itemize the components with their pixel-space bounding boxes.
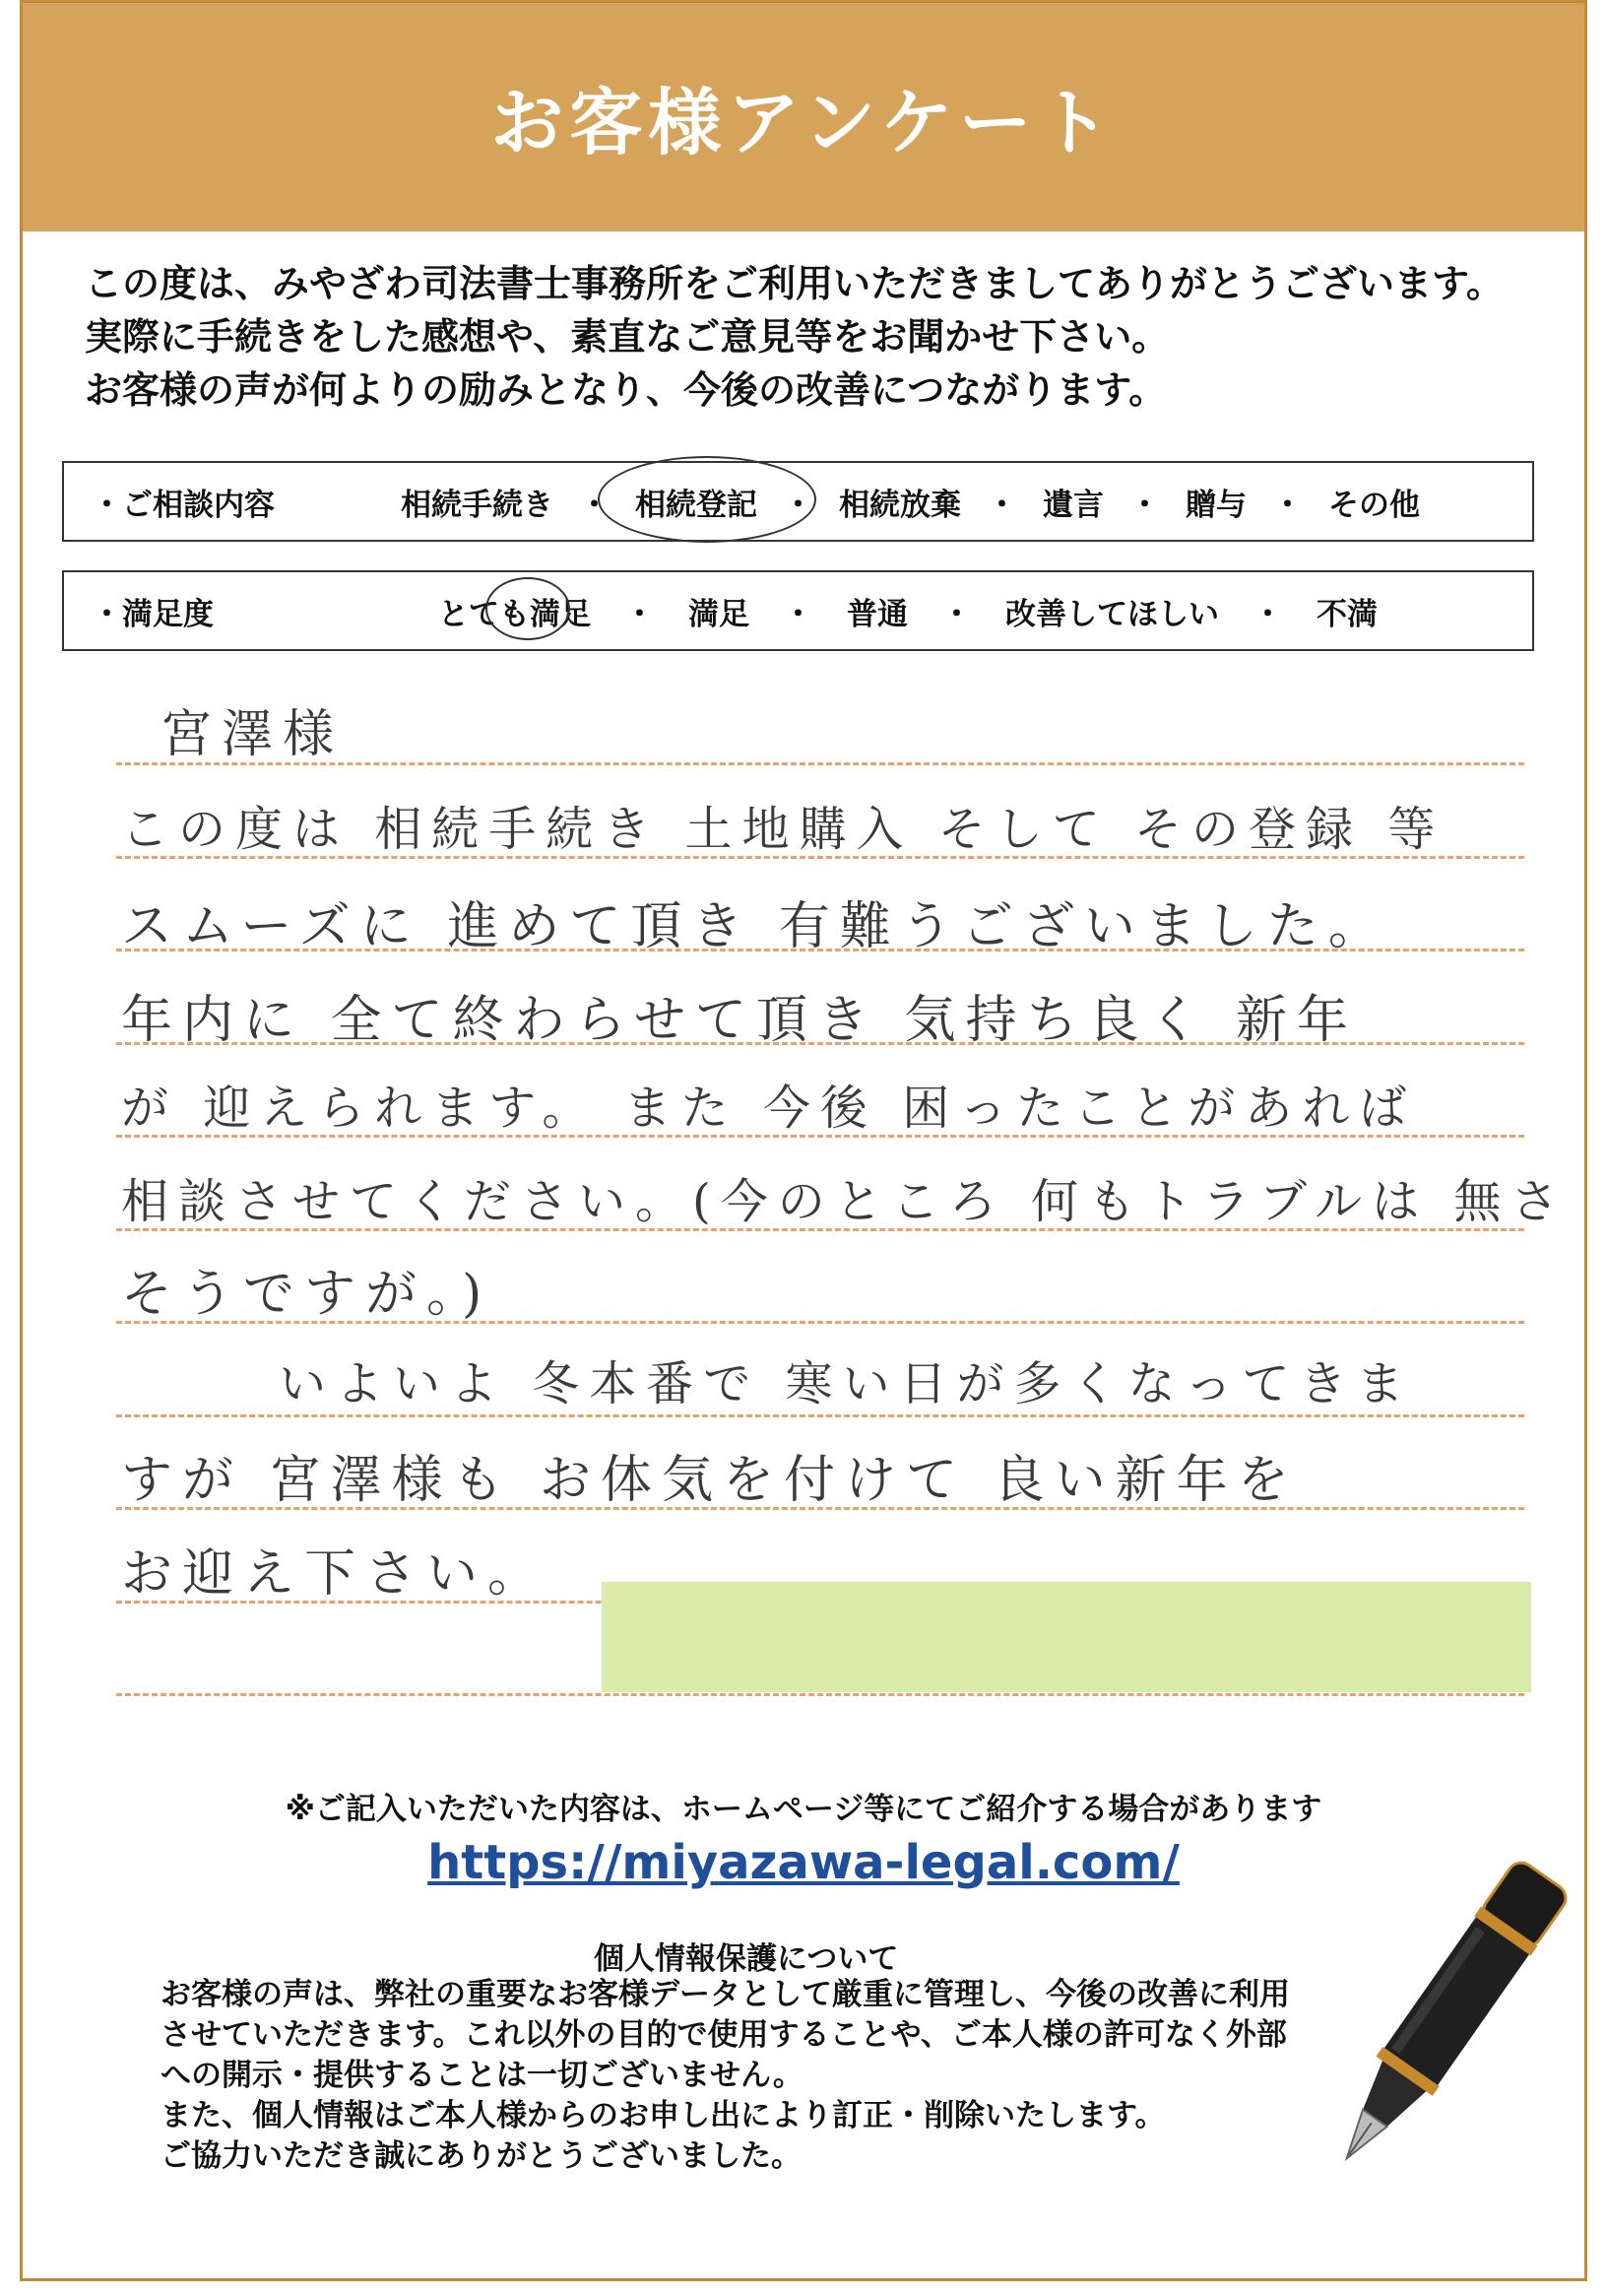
- consultation-options: [401, 480, 1420, 524]
- option-normal[interactable]: 普通: [847, 596, 908, 632]
- separator: ・: [1129, 487, 1160, 523]
- privacy-line: させていただきます。これ以外の目的で使用することや、ご本人様の許可なく外部: [161, 2017, 1287, 2053]
- handwritten-line: スムーズに 進めて頂き 有難うございました。: [121, 897, 1389, 956]
- handwritten-line: お迎え下さい。: [121, 1544, 549, 1604]
- ruled-line: [116, 1693, 1524, 1696]
- handwritten-line: そうですが。): [121, 1265, 492, 1324]
- intro-line: この度は、みやざわ司法書士事務所をご利用いただきましてありがとうございます。: [85, 262, 1504, 305]
- consultation-type-box: [62, 461, 1534, 542]
- privacy-text: [161, 1975, 1362, 2177]
- separator: ・: [1272, 487, 1303, 523]
- website-link[interactable]: https://miyazawa-legal.com/: [427, 1835, 1180, 1890]
- separator: ・: [783, 487, 813, 523]
- privacy-line: また、個人情報はご本人様からのお申し出により訂正・削除いたします。: [161, 2098, 1166, 2133]
- option-dissatisfied[interactable]: 不満: [1317, 596, 1378, 632]
- option-inheritance-registration[interactable]: [635, 480, 757, 524]
- option-other[interactable]: その他: [1328, 487, 1420, 523]
- option-inheritance-procedure[interactable]: 相続手続き: [401, 487, 553, 523]
- privacy-line: お客様の声は、弊社の重要なお客様データとして厳重に管理し、今後の改善に利用: [161, 1977, 1290, 2012]
- intro-text: [85, 257, 1542, 417]
- intro-line: お客様の声が何よりの励みとなり、今後の改善につながります。: [85, 368, 1167, 412]
- privacy-title: 個人情報保護について: [594, 1941, 899, 1977]
- option-satisfied[interactable]: 満足: [688, 596, 749, 632]
- privacy-line: への開示・提供することは一切ございません。: [161, 2058, 804, 2093]
- option-inheritance-renunciation[interactable]: 相続放棄: [839, 487, 961, 523]
- redaction-box: [602, 1582, 1531, 1692]
- separator: ・: [579, 487, 610, 523]
- separator: ・: [987, 487, 1017, 523]
- handwritten-line: この度は 相続手続き 土地購入 そして その登録 等: [121, 802, 1446, 857]
- handwritten-line: いよいよ 冬本番で 寒い日が多くなってきま: [279, 1356, 1414, 1411]
- separator: ・: [941, 596, 972, 632]
- option-inheritance-registration-label: 相続登記: [635, 487, 757, 523]
- option-very-satisfied[interactable]: [438, 589, 591, 633]
- separator: ・: [1253, 596, 1283, 632]
- option-gift[interactable]: 贈与: [1186, 487, 1247, 523]
- handwritten-line: 宮澤様: [161, 705, 345, 764]
- satisfaction-box: [62, 570, 1534, 651]
- satisfaction-options: [438, 589, 1378, 633]
- fountain-pen-icon: [1303, 1855, 1588, 2180]
- survey-form: [20, 0, 1587, 2281]
- publication-notice: ※ご記入いただいた内容は、ホームページ等にてご紹介する場合があります: [285, 1792, 1322, 1827]
- ruled-line: [116, 1414, 1524, 1417]
- handwritten-line: すが 宮澤様も お体気を付けて 良い新年を: [121, 1451, 1299, 1510]
- handwritten-line: 年内に 全て終わらせて頂き 気持ち良く 新年: [121, 991, 1359, 1050]
- handwritten-line: 相談させてください。(今のところ 何もトラブルは 無さ: [121, 1174, 1569, 1229]
- satisfaction-label: ・満足度: [92, 596, 214, 632]
- form-title: お客様アンケート: [490, 81, 1117, 165]
- option-will[interactable]: 遺言: [1043, 487, 1104, 523]
- option-very-satisfied-label: とても満足: [438, 596, 591, 632]
- consultation-label: ・ご相談内容: [92, 487, 275, 523]
- separator: ・: [624, 596, 655, 632]
- form-header: [23, 3, 1584, 231]
- intro-line: 実際に手続きをした感想や、素直なご意見等をお聞かせ下さい。: [85, 315, 1170, 359]
- privacy-line: ご協力いただき誠にありがとうございました。: [161, 2138, 802, 2174]
- separator: ・: [783, 596, 813, 632]
- handwritten-line: が 迎えられます。 また 今後 困ったことがあれば: [121, 1081, 1417, 1136]
- option-want-improvement[interactable]: 改善してほしい: [1005, 596, 1219, 632]
